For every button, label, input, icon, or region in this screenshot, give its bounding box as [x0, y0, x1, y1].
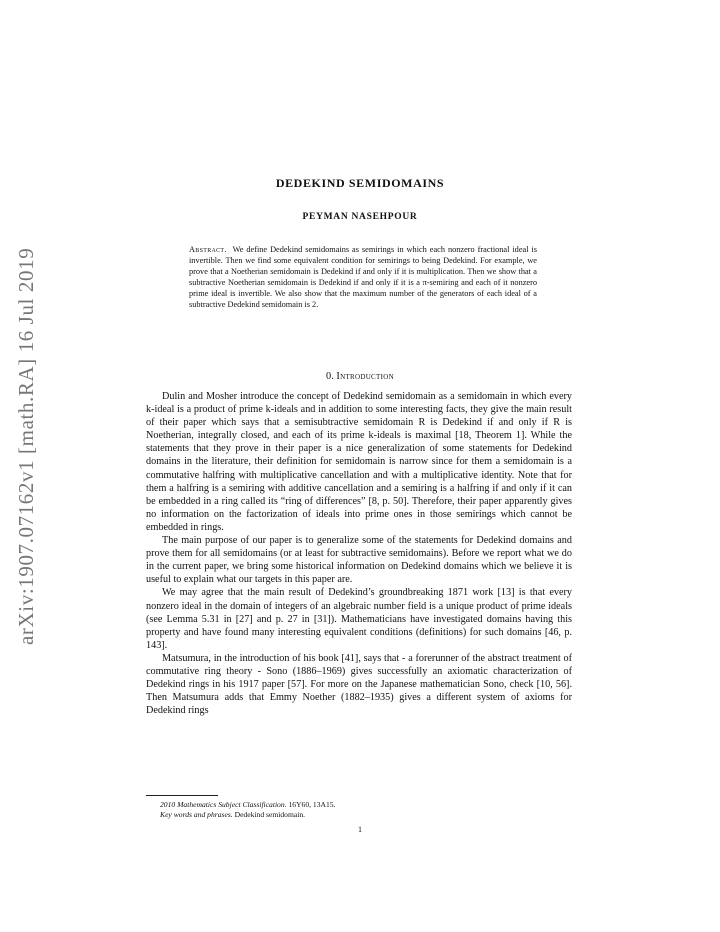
paragraph: Matsumura, in the introduction of his book [41], says that - a forerunner of the abstract treatment of commutative ring theory - Sono (1886–1969) gives successfully an axiomatic characterization of Dedekind rings in his 1917 paper [57]. For more on the Japanese mathematician Sono, check [10, 56]. Then Matsumura adds that Emmy Noether (1882–1935) gives a different system of axioms for Dedekind rings — [146, 652, 572, 717]
page-number: 1 — [358, 825, 362, 834]
paragraph: The main purpose of our paper is to generalize some of the statements for Dedekind domains and prove them for all semidomains (or at least for subtractive semidomains). Before we report what we do in the current paper, we bring some historical information on Dedekind domains which we believe it is useful to explain what our targets in this paper are. — [146, 535, 572, 586]
footnote-rule — [146, 795, 218, 796]
footnotes — [160, 800, 336, 820]
keywords-label: Key words and phrases. — [160, 810, 233, 819]
paper-author: PEYMAN NASEHPOUR — [302, 212, 418, 222]
section-heading — [0, 371, 720, 382]
paragraph: We may agree that the main result of Dedekind’s groundbreaking 1871 work [13] is that every nonzero ideal in the domain of integers of an algebraic number field is a unique product of prime ideals (see Lemma 5.31 in [27] and p. 27 in [31]). Mathematicians have investigated domains having this property and have found many interesting equivalent conditions (definitions) for such domains [46, p. 143]. — [146, 587, 572, 651]
msc-label: 2010 Mathematics Subject Classification. — [160, 800, 287, 809]
abstract-text: We define Dedekind semidomains as semirings in which each nonzero fractional ideal is invertible. Then we find some equivalent condition for semirings to being Dedekind. For example, we prove that a Noetherian semidomain is Dedekind if and only if it is multiplication. Then we show that a subtractive Noetherian semidomain is Dedekind if and only if it is a π-semiring and each of it nonzero prime ideal is invertible. We also show that the maximum number of the generators of each ideal of a subtractive Dedekind semidomain is 2. — [189, 245, 538, 310]
keywords-value: Dedekind semidomain. — [234, 810, 306, 819]
abstract — [189, 244, 537, 311]
paper-title: DEDEKIND SEMIDOMAINS — [275, 176, 445, 190]
paragraph: Dulin and Mosher introduce the concept of Dedekind semidomain as a semidomain in which every k-ideal is a product of prime k-ideals and in addition to some interesting facts, they give the main result of their paper which says that a semisubtractive semidomain R is Dedekind if and only if R is Noetherian, integrally closed, and each of its prime k-ideals is maximal [18, Theorem 1]. While the statements that they prove in their paper is a nice generalization of some statements for Dedekind domains in the literature, their definition for semidomain is narrow since for them a semidomain is a commutative halfring with multiplicative cancellation and with a multiplicative identity. Note that for them a halfring is a semiring with additive cancellation and a semiring is a halfring if and only if it can be embedded in a ring called its “ring of differences” [8, p. 50]. Therefore, their paper apparently gives no information on the factorization of ideals into prime ones in those semirings which cannot be embedded in rings. — [146, 391, 572, 533]
section-name: Introduction — [336, 371, 394, 382]
body-text — [146, 390, 572, 717]
abstract-label: Abstract. — [189, 245, 227, 254]
msc-value: 16Y60, 13A15. — [288, 800, 336, 809]
section-number: 0. — [326, 371, 334, 382]
arxiv-stamp: arXiv:1907.07162v1 [math.RA] 16 Jul 2019 — [14, 247, 38, 645]
footnote-msc — [160, 800, 336, 810]
footnote-keywords — [160, 810, 336, 820]
